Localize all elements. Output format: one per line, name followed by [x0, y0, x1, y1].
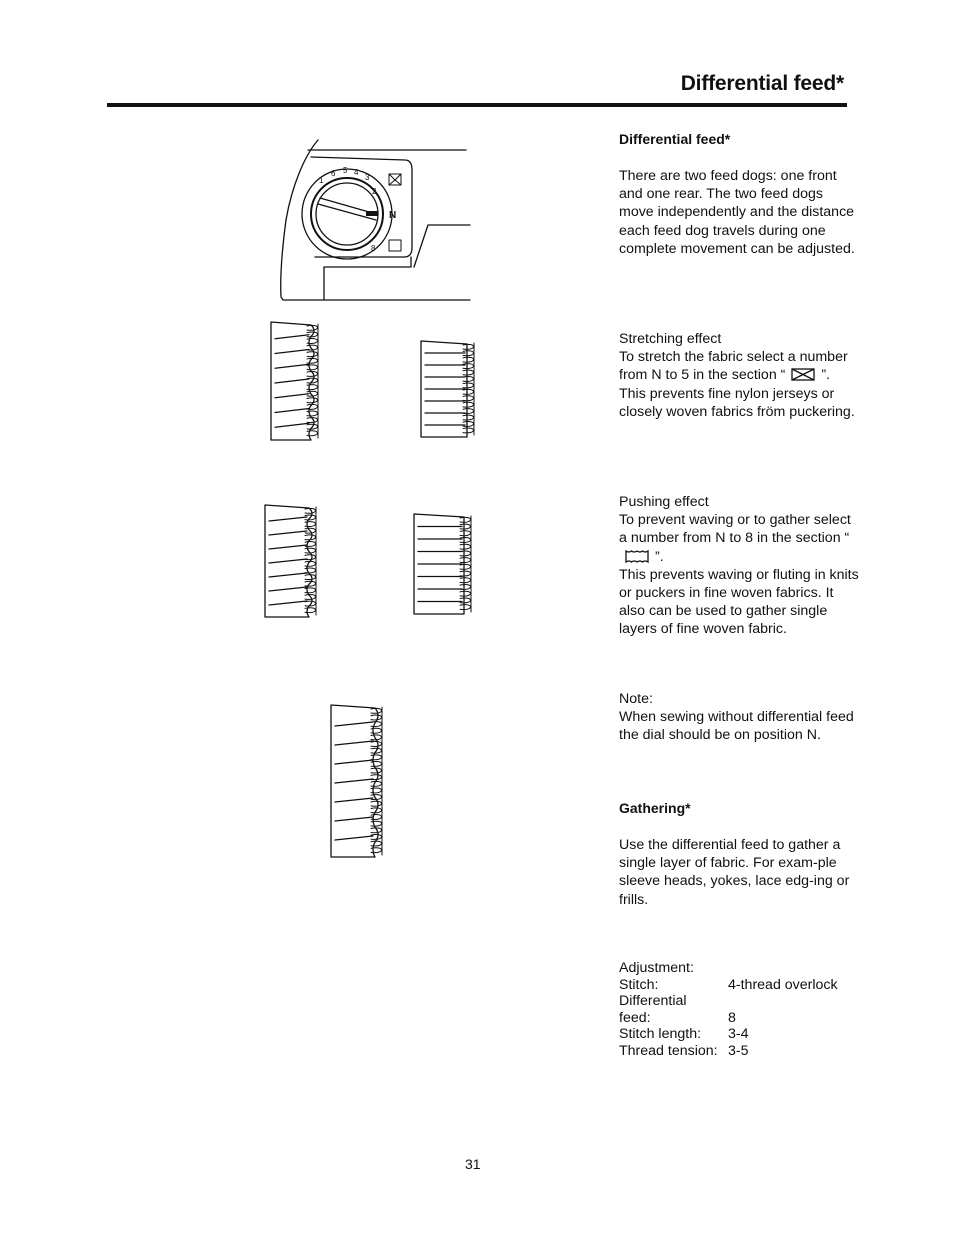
dial-label-4: 4	[354, 168, 359, 177]
adjustment-label: Stitch length:	[619, 1026, 702, 1042]
adjustment-row	[619, 1010, 838, 1027]
intro-heading: Differential feed*	[619, 131, 731, 147]
dial-label-1: 1	[319, 176, 324, 185]
dial-label-5: 5	[343, 166, 348, 175]
adjustment-value: 8	[728, 1009, 736, 1026]
adjustment-label: Stitch:	[619, 976, 659, 993]
adjustment-label: Thread tension:	[619, 1042, 718, 1059]
stretching-title: Stretching effect	[619, 331, 722, 347]
page-title: Differential feed*	[680, 72, 844, 95]
dial-stretch-symbol	[389, 174, 401, 185]
adjustment-label: Differential	[619, 993, 687, 1009]
stretching-instruction	[619, 348, 859, 384]
dial-label-8: 8	[371, 244, 376, 253]
dial-label-n: N	[389, 210, 397, 221]
adjustment-label: feed:	[619, 1009, 651, 1026]
intro-body: There are two feed dogs: one front and one rear. The two feed dogs move independently and the distance each feed dog travels during one complete movement can be adjusted.	[619, 168, 855, 257]
note-section	[619, 690, 859, 745]
adjustment-value: 3-5	[728, 1042, 749, 1059]
pushing-title: Pushing effect	[619, 494, 709, 510]
pushing-body: This prevents waving or fluting in knits or puckers in fine woven fabrics. It also can be used to gather single layers of fine woven fabric.	[619, 566, 859, 638]
adjustment-value: 4-thread overlock	[728, 976, 838, 993]
adjustment-value	[728, 993, 838, 1010]
stretching-instruction-text: To stretch the fabric select a number from N to 5 in the section “	[619, 349, 848, 384]
pushing-instruction-text: To prevent waving or to gather select a number from N to 8 in the section “	[619, 512, 851, 547]
differential-feed-dial-illustration	[281, 140, 470, 300]
gathering-heading: Gathering*	[619, 800, 691, 816]
adjustment-row	[619, 977, 838, 994]
gathering-body-block	[619, 836, 859, 909]
note-body: When sewing without differential feed the dial should be on position N.	[619, 709, 854, 744]
intro-body-block	[619, 167, 859, 258]
stretching-section	[619, 330, 859, 421]
flat-fabric-1-illustration	[421, 341, 474, 437]
pushing-instruction-end: ”.	[655, 548, 664, 565]
gathering-section	[619, 799, 859, 817]
gather-section-icon	[625, 550, 649, 563]
dial-label-2: 2	[372, 187, 377, 196]
intro-section	[619, 130, 859, 148]
dial-gather-symbol	[389, 240, 401, 251]
gathered-fabric-illustration	[331, 705, 382, 857]
adjustment-value: 3-4	[728, 1026, 749, 1042]
page-number: 31	[465, 1156, 481, 1172]
adjustment-table	[619, 977, 838, 1060]
pushing-section	[619, 493, 859, 639]
dial-label-3: 3	[365, 173, 370, 182]
stretched-fabric-1-illustration	[271, 322, 318, 440]
adjustment-row	[619, 1043, 838, 1060]
stretch-section-icon	[791, 368, 815, 381]
adjustment-row	[619, 1026, 838, 1043]
stretching-body: This prevents fine nylon jerseys or closely woven fabrics fröm puckering.	[619, 385, 855, 420]
pushing-instruction	[619, 511, 859, 566]
adjustment-row	[619, 993, 838, 1010]
gathering-body: Use the differential feed to gather a single layer of fabric. For exam-ple sleeve heads, yokes, lace edg-ing or frills.	[619, 837, 850, 908]
stretched-fabric-2-illustration	[265, 505, 316, 617]
adjustment-title: Adjustment:	[619, 960, 694, 976]
note-title: Note:	[619, 691, 653, 707]
flat-fabric-2-illustration	[414, 514, 471, 614]
adjustment-section	[619, 960, 854, 1059]
dial-label-6: 6	[331, 169, 336, 178]
stretching-instruction-end: ”.	[821, 367, 831, 384]
